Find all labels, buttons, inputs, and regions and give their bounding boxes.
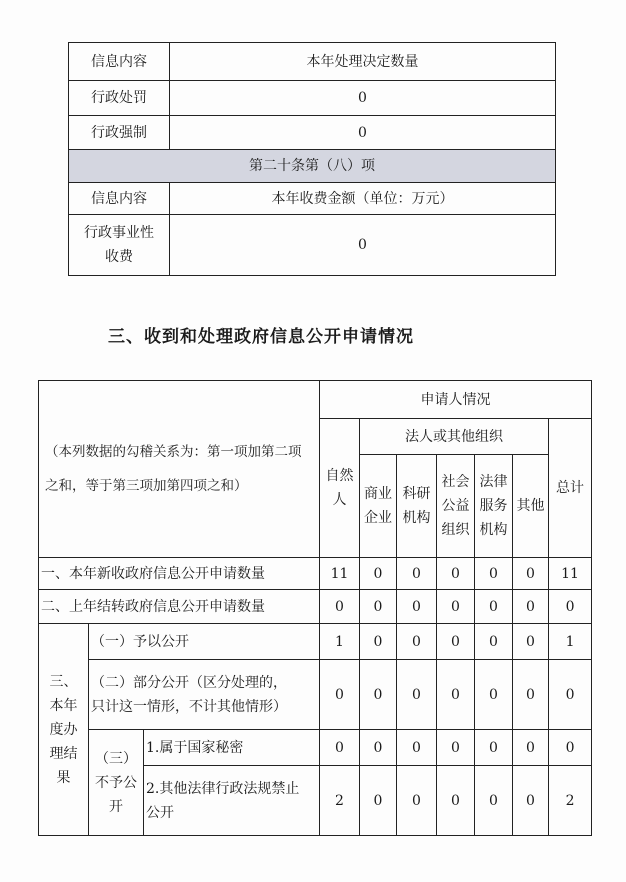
table-cell: 0	[437, 730, 475, 766]
table-cell: 11	[320, 558, 360, 590]
row-new-label: 一、本年新收政府信息公开申请数量	[39, 558, 320, 590]
table-cell: 2	[320, 766, 360, 836]
section-heading: 三、收到和处理政府信息公开申请情况	[108, 327, 414, 347]
row-disclosed-label: （一）予以公开	[89, 624, 320, 660]
table-cell: 0	[360, 624, 397, 660]
table-cell: 0	[437, 766, 475, 836]
total-header: 总计	[549, 419, 592, 558]
table-cell: 2	[549, 766, 592, 836]
legal-service-header: 法律 服务 机构	[475, 455, 513, 558]
table-cell: 0	[397, 590, 437, 624]
public-welfare-header: 社会 公益 组织	[437, 455, 475, 558]
section-row: 第二十条第（八）项	[69, 150, 556, 183]
table-cell: 0	[360, 660, 397, 730]
table-cell: 0	[549, 590, 592, 624]
fee-table	[68, 42, 556, 276]
third-section-label: 三、 本年 度办 理结 果	[39, 624, 89, 836]
legal-org-header: 法人或其他组织	[360, 419, 549, 455]
table-cell: 0	[513, 730, 549, 766]
admin-fee-value: 0	[170, 215, 556, 276]
admin-penalty-value: 0	[170, 81, 556, 116]
table-cell: 1	[320, 624, 360, 660]
table-cell: 0	[475, 660, 513, 730]
table-cell: 0	[513, 660, 549, 730]
info-content-header: 信息内容	[69, 43, 170, 81]
table-cell: 0	[549, 730, 592, 766]
applicant-header: 申请人情况	[320, 381, 592, 419]
row-state-secret-label: 1.属于国家秘密	[144, 730, 320, 766]
row-other-law-label: 2.其他法律行政法规禁止 公开	[144, 766, 320, 836]
decision-count-header: 本年处理决定数量	[170, 43, 556, 81]
table-cell: 0	[397, 624, 437, 660]
table-cell: 0	[320, 660, 360, 730]
deny-label: （三） 不予公 开	[89, 730, 144, 836]
relation-note: （本列数据的勾稽关系为：第一项加第二项之和，等于第三项加第四项之和）	[39, 381, 320, 558]
table-cell: 0	[397, 660, 437, 730]
table-cell: 0	[475, 558, 513, 590]
natural-person-header: 自然 人	[320, 419, 360, 558]
table-cell: 0	[475, 590, 513, 624]
table-cell: 0	[513, 558, 549, 590]
admin-enforcement-value: 0	[170, 116, 556, 150]
table-cell: 0	[513, 590, 549, 624]
table-cell: 0	[360, 766, 397, 836]
table-cell: 0	[475, 624, 513, 660]
table-cell: 0	[513, 624, 549, 660]
other-header: 其他	[513, 455, 549, 558]
table-cell: 0	[437, 558, 475, 590]
table-cell: 0	[397, 558, 437, 590]
commercial-header: 商业 企业	[360, 455, 397, 558]
application-table	[38, 380, 592, 836]
admin-penalty-label: 行政处罚	[69, 81, 170, 116]
table-cell: 0	[320, 590, 360, 624]
table-cell: 0	[360, 590, 397, 624]
table-cell: 0	[360, 558, 397, 590]
table-cell: 0	[360, 730, 397, 766]
table-cell: 0	[320, 730, 360, 766]
table-cell: 11	[549, 558, 592, 590]
table-cell: 0	[397, 766, 437, 836]
table-cell: 0	[437, 590, 475, 624]
admin-fee-label: 行政事业性 收费	[69, 215, 170, 276]
table-cell: 0	[475, 766, 513, 836]
table-cell: 0	[397, 730, 437, 766]
row-carryover-label: 二、上年结转政府信息公开申请数量	[39, 590, 320, 624]
row-partial-label: （二）部分公开（区分处理的， 只计这一情形，不计其他情形）	[89, 660, 320, 730]
info-content-header-2: 信息内容	[69, 183, 170, 215]
table-cell: 1	[549, 624, 592, 660]
fee-amount-header: 本年收费金额（单位：万元）	[170, 183, 556, 215]
table-cell: 0	[437, 660, 475, 730]
table-cell: 0	[475, 730, 513, 766]
research-header: 科研 机构	[397, 455, 437, 558]
table-cell: 0	[549, 660, 592, 730]
admin-enforcement-label: 行政强制	[69, 116, 170, 150]
table-cell: 0	[437, 624, 475, 660]
table-cell: 0	[513, 766, 549, 836]
